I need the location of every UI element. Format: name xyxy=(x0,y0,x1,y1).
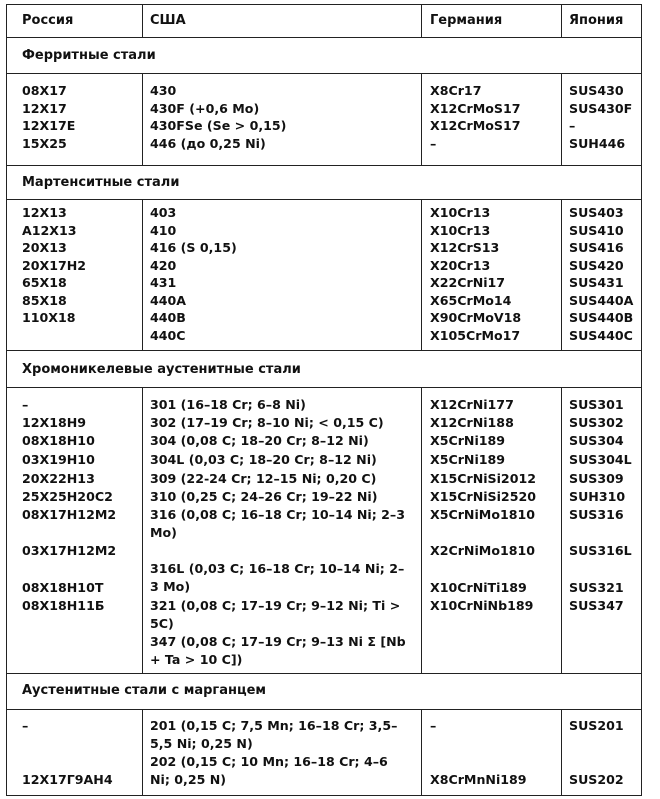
table-cell: 03Х19Н10 xyxy=(22,452,95,467)
martensitic-japan-col xyxy=(569,204,633,344)
table-cell xyxy=(22,327,86,345)
table-cell: 202 (0,15 C; 10 Mn; 16–18 Cr; 4–6 Ni; 0,25 N) xyxy=(150,754,388,787)
table-cell: 20Х17Н2 xyxy=(22,257,87,273)
table-cell: 201 (0,15 C; 7,5 Mn; 16–18 Cr; 3,5–5,5 Ni; 0,25 N) xyxy=(150,718,398,751)
table-cell: 25Х25Н20С2 xyxy=(22,489,113,504)
table-cell: 12Х18Н9 xyxy=(22,415,87,430)
ferritic-usa-col xyxy=(150,82,286,152)
header-usa: США xyxy=(150,13,186,28)
table-cell: 420 xyxy=(150,257,177,273)
table-cell: SUS440B xyxy=(569,310,634,325)
table-cell: SUS430 xyxy=(569,83,624,98)
section-title-mn-austenitic: Аустенитные стали с марганцем xyxy=(22,683,267,698)
table-cell: X10Cr13 xyxy=(430,205,491,220)
table-cell: 430FSe (Se > 0,15) xyxy=(150,118,287,133)
table-cell: 03Х17Н12М2 xyxy=(22,543,117,558)
table-cell: SUS440A xyxy=(569,292,634,308)
table-cell: 110Х18 xyxy=(22,310,76,325)
table-cell: 85Х18 xyxy=(22,292,67,308)
ferritic-germany-col xyxy=(430,82,520,152)
martensitic-usa-col xyxy=(150,204,237,344)
section-title-cr-ni-austenitic: Хромоникелевые аустенитные стали xyxy=(22,362,301,377)
table-cell: 12Х17Е xyxy=(22,118,76,133)
table-cell: X65CrMo14 xyxy=(430,292,512,308)
table-cell: 347 (0,08 C; 17–19 Cr; 9–13 Ni Σ [Nb + Ta > 10 C]) xyxy=(150,634,406,667)
table-cell: SUH446 xyxy=(569,135,626,151)
table-cell: 446 (до 0,25 Ni) xyxy=(150,135,266,151)
table-cell: 08Х18Н10Т xyxy=(22,580,104,595)
table-cell: 304 (0,08 C; 18–20 Cr; 8–12 Ni) xyxy=(150,433,369,448)
table-cell: – xyxy=(569,118,576,133)
table-cell: SUS431 xyxy=(569,275,624,290)
table-cell: 08Х17Н12М2 xyxy=(22,507,117,522)
table-cell: 12Х13 xyxy=(22,205,67,220)
table-cell: SUS202 xyxy=(569,772,624,787)
table-cell: 302 (17–19 Cr; 8–10 Ni; < 0,15 C) xyxy=(150,415,384,430)
martensitic-germany-col xyxy=(430,204,521,344)
table-cell: X22CrNi17 xyxy=(430,275,506,290)
table-cell: SUS403 xyxy=(569,205,624,220)
table-cell: X8CrMnNi189 xyxy=(430,772,527,787)
table-cell: SUS316L xyxy=(569,543,632,558)
table-cell: 12Х17 xyxy=(22,100,67,116)
table-cell: 440B xyxy=(150,310,186,325)
table-cell: SUS201 xyxy=(569,718,624,733)
table-cell: – xyxy=(22,718,29,733)
table-cell: X5CrNi189 xyxy=(430,433,506,448)
table-cell: 316L (0,03 C; 16–18 Cr; 10–14 Ni; 2–3 Mo) xyxy=(150,561,405,594)
table-cell: 321 (0,08 C; 17–19 Cr; 9–12 Ni; Ti > 5C) xyxy=(150,598,401,631)
table-cell: SUS309 xyxy=(569,471,624,486)
table-cell: 416 (S 0,15) xyxy=(150,240,237,255)
table-cell: 15Х25 xyxy=(22,135,67,151)
table-cell: X5CrNi189 xyxy=(430,452,506,467)
table-cell: 440A xyxy=(150,292,187,308)
table-cell: 20Х13 xyxy=(22,240,67,255)
ferritic-russia-col xyxy=(22,82,75,152)
table-cell: – xyxy=(22,397,29,412)
table-cell: SUS301 xyxy=(569,397,624,412)
table-cell: 430F (+0,6 Mo) xyxy=(150,100,260,116)
martensitic-russia-col xyxy=(22,204,86,344)
table-cell: X8Cr17 xyxy=(430,83,482,98)
table-cell: 301 (16–18 Cr; 6–8 Ni) xyxy=(150,397,306,412)
table-cell: 20Х22Н13 xyxy=(22,471,95,486)
table-cell: SUS316 xyxy=(569,507,624,522)
table-cell: 410 xyxy=(150,222,177,238)
table-cell: 304L (0,03 C; 18–20 Cr; 8–12 Ni) xyxy=(150,452,377,467)
header-russia: Россия xyxy=(22,13,74,28)
table-cell: X20Cr13 xyxy=(430,257,491,273)
table-cell: X105CrMo17 xyxy=(430,327,521,343)
table-cell: SUS347 xyxy=(569,598,624,613)
header-japan: Япония xyxy=(569,13,624,28)
table-cell: 440C xyxy=(150,327,186,343)
table-cell: X90CrMoV18 xyxy=(430,310,522,325)
table-cell: SUS304 xyxy=(569,433,624,448)
table-cell: SUS430F xyxy=(569,100,633,116)
table-cell: А12Х13 xyxy=(22,222,77,238)
table-cell: 08Х18Н11Б xyxy=(22,598,105,613)
table-cell: 403 xyxy=(150,205,177,220)
ferritic-japan-col xyxy=(569,82,632,152)
table-cell: X2CrNiMo1810 xyxy=(430,543,536,558)
table-cell: SUS321 xyxy=(569,580,624,595)
table-cell: X12CrMoS17 xyxy=(430,100,521,116)
table-cell: SUS440C xyxy=(569,327,633,343)
header-germany: Германия xyxy=(430,13,503,28)
table-cell: SUS420 xyxy=(569,257,624,273)
table-cell: X15CrNiSi2012 xyxy=(430,471,536,486)
table-cell: – xyxy=(430,135,437,151)
table-cell: X15CrNiSi2520 xyxy=(430,489,536,504)
table-cell: 310 (0,25 C; 24–26 Cr; 19–22 Ni) xyxy=(150,489,378,504)
table-cell: 08Х18Н10 xyxy=(22,433,95,448)
table-cell: SUS302 xyxy=(569,415,624,430)
section-title-martensitic: Мартенситные стали xyxy=(22,175,180,190)
table-cell: 12Х17Г9АН4 xyxy=(22,772,113,787)
table-cell: X10CrNiTi189 xyxy=(430,580,527,595)
table-cell: 431 xyxy=(150,275,177,290)
table-cell: 08Х17 xyxy=(22,83,67,98)
table-cell: X12CrS13 xyxy=(430,240,500,255)
table-cell: SUS416 xyxy=(569,240,624,255)
table-cell: 309 (22-24 Cr; 12–15 Ni; 0,20 C) xyxy=(150,471,377,486)
table-cell: X12CrNi177 xyxy=(430,397,514,412)
table-cell: SUS410 xyxy=(569,222,624,238)
table-cell: X12CrMoS17 xyxy=(430,118,521,133)
table-cell: X5CrNiMo1810 xyxy=(430,507,536,522)
table-cell: X10Cr13 xyxy=(430,222,491,238)
table-cell: 65Х18 xyxy=(22,275,67,290)
table-cell: X12CrNi188 xyxy=(430,415,514,430)
table-cell: X10CrNiNb189 xyxy=(430,598,534,613)
table-cell: 430 xyxy=(150,83,177,98)
table-cell: SUH310 xyxy=(569,489,626,504)
table-cell: SUS304L xyxy=(569,452,632,467)
table-cell: 316 (0,08 C; 16–18 Cr; 10–14 Ni; 2–3 Mo) xyxy=(150,507,405,540)
section-title-ferritic: Ферритные стали xyxy=(22,48,156,63)
table-cell: – xyxy=(430,718,437,733)
